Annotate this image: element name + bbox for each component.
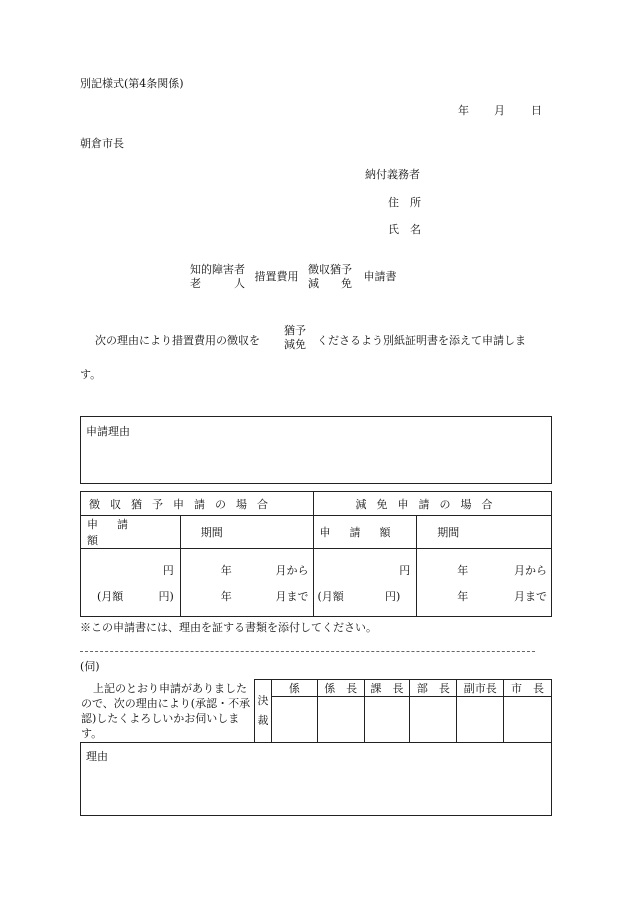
deferral-period-header: 期間 — [180, 516, 313, 549]
role-section-head: 課 長 — [364, 680, 410, 697]
title-application: 申請書 — [363, 270, 397, 283]
body-tail: す。 — [80, 368, 102, 381]
body-option-deferral: 猶予 — [284, 324, 306, 337]
body-option-reduction: 減免 — [284, 338, 306, 351]
application-table — [80, 491, 552, 617]
title-option-deferral: 徴収猶予 — [308, 263, 352, 276]
role-deputy-mayor: 副市長 — [457, 680, 504, 697]
reduction-header: 減免申請の場合 — [313, 492, 552, 516]
reason-box[interactable] — [80, 416, 552, 484]
stamp-section-head[interactable] — [364, 697, 410, 743]
role-mayor: 市 長 — [504, 680, 552, 697]
stamp-deputy-mayor[interactable] — [457, 697, 504, 743]
form-label: 別記様式(第4条関係) — [80, 77, 184, 90]
body-before: 次の理由により措置費用の徴収を — [95, 334, 260, 347]
cut-line — [80, 651, 535, 652]
approval-memo: 上記のとおり申請がありましたので、次の理由により(承認・不承認)したくよろしいかお伺いします。 — [81, 682, 251, 740]
deferral-amount-cell[interactable]: 円 (月額 円) — [81, 549, 181, 617]
deferral-header: 徴収猶予申請の場合 — [81, 492, 314, 516]
body-after: くださるよう別紙証明書を添えて申請しま — [317, 334, 526, 347]
approval-stamp-table — [254, 679, 552, 743]
reason-label: 申請理由 — [86, 425, 130, 438]
reduction-period-header: 期間 — [417, 516, 552, 549]
title-option-reduction: 減 免 — [308, 277, 352, 290]
applicant-title: 納付義務者 — [365, 168, 420, 181]
internal-reason-label: 理由 — [86, 750, 108, 763]
stamp-chief[interactable] — [317, 697, 364, 743]
date-month: 月 — [494, 104, 505, 117]
deferral-period-cell[interactable]: 年 月から 年 月まで — [180, 549, 313, 617]
title-option-elderly: 老 人 — [190, 277, 245, 290]
role-chief: 係 長 — [317, 680, 364, 697]
decision-label: 決裁 — [255, 680, 272, 743]
internal-reason-box[interactable] — [80, 742, 552, 816]
stamp-staff[interactable] — [271, 697, 317, 743]
role-department-head: 部 長 — [410, 680, 457, 697]
title-type — [308, 263, 352, 291]
name-label: 氏 名 — [388, 223, 421, 236]
addressee: 朝倉市長 — [80, 137, 124, 150]
attachment-note: ※この申請書には、理由を証する書類を添付してください。 — [80, 621, 377, 634]
role-staff: 係 — [271, 680, 317, 697]
title-option-disabled: 知的障害者 — [190, 263, 245, 276]
title-target — [190, 263, 245, 291]
date-year: 年 — [458, 104, 469, 117]
deferral-amount-header: 申請額 — [81, 516, 181, 549]
body-options — [284, 324, 306, 352]
document-title — [190, 263, 397, 291]
reduction-amount-cell[interactable]: 円 (月額 円) — [313, 549, 417, 617]
title-cost: 措置費用 — [254, 270, 299, 283]
address-label: 住 所 — [388, 196, 421, 209]
stamp-department-head[interactable] — [410, 697, 457, 743]
reduction-amount-header: 申請額 — [313, 516, 417, 549]
date-day: 日 — [531, 104, 542, 117]
reduction-period-cell[interactable]: 年 月から 年 月まで — [417, 549, 552, 617]
inquiry-label: (伺) — [80, 660, 100, 673]
stamp-mayor[interactable] — [504, 697, 552, 743]
